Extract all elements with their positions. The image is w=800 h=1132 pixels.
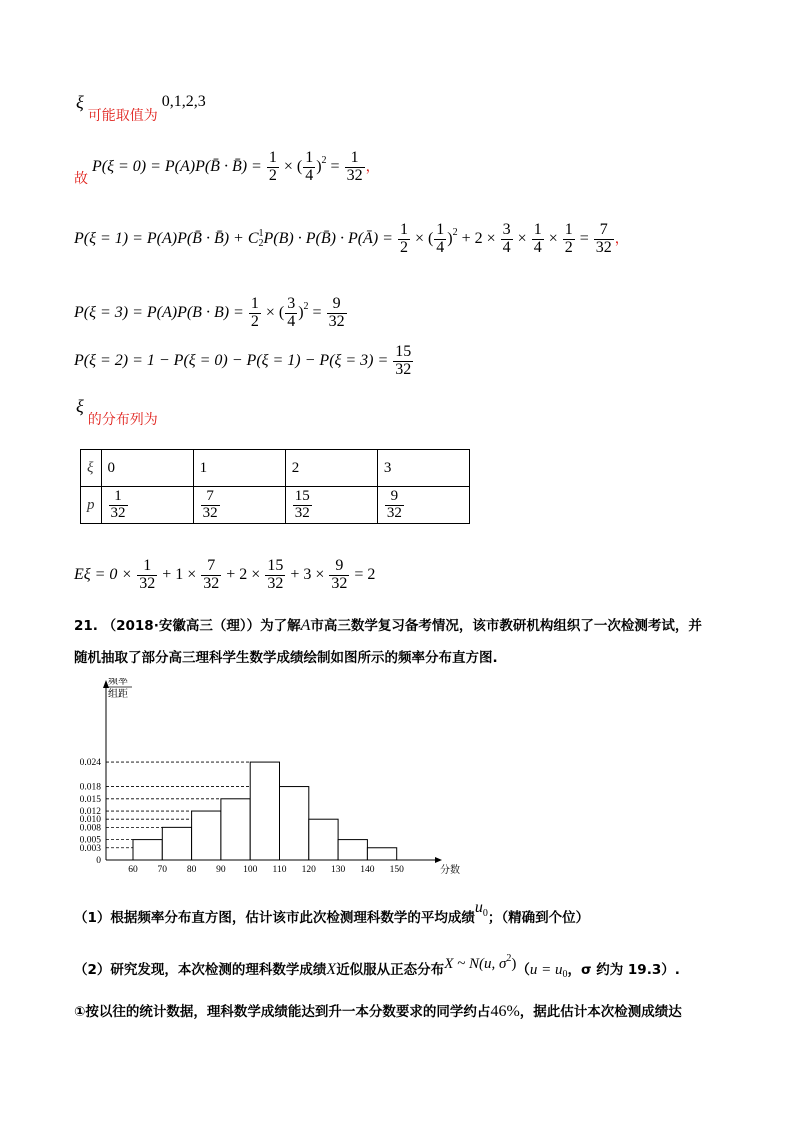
formula-p0: 故 P(ξ = 0) = P(A)P(B̄ · B̄) = $\frac{1}{2}$ × ( $\frac{1}{4}$ )$^2$ = $\frac{1}{32}$ ， <box>74 149 380 187</box>
x-tick-label: 90 <box>216 865 226 875</box>
x-tick-label: 110 <box>272 865 287 875</box>
histogram-bar <box>338 840 367 860</box>
fraction: $\frac{1}{32}$ <box>346 149 363 184</box>
fraction: $\frac{1}{2}$ <box>250 295 259 330</box>
x-tick-label: 60 <box>128 865 138 875</box>
table-cell: p <box>81 487 102 524</box>
y-tick-label: 0.008 <box>79 823 101 834</box>
question-2: （2）研究发现，本次检测的理科数学成绩X近似服从正态分布X ~ N(u, $\sigma^2)(u = u_0$，σ 约为 19.3）. <box>74 953 680 980</box>
problem-line-1: 21. （2018·安徽高三（理））为了解A市高三数学复习备考情况，该市教研机构组织了一次检测考试，并 <box>74 617 702 634</box>
question-2-part-1: ①按以往的统计数据，理科数学成绩能达到升一本分数要求的同学约占46%，据此估计本次检测成绩达 <box>74 1003 682 1020</box>
origin-label: 0 <box>96 856 101 866</box>
formula-p1: P(ξ = 1) = P(A)P(B̄ · B̄) + C 1 2 P(B) · P(B̄) · P(Ā) = $\frac{1}{2}$ × ( $\frac{1}{4}$ )$^2$ + 2 × $\frac{3}{4}$ × $\frac{1}{4}$ × $\frac{1}{2}$ = $\frac{7}{32}$ ， <box>74 221 629 256</box>
table-cell: $\frac{7}{32}$ <box>193 487 285 524</box>
fraction: $\frac{7}{32}$ <box>203 557 220 592</box>
histogram-bar <box>221 799 250 860</box>
histogram-bar <box>133 840 162 860</box>
fraction: $\frac{3}{4}$ <box>287 295 296 330</box>
table-cell: 3 <box>377 450 469 487</box>
y-axis-label: 频率 <box>108 678 128 687</box>
y-tick-label: 0.015 <box>79 794 101 805</box>
x-tick-label: 100 <box>243 865 258 875</box>
values-list: 0,1,2,3 <box>161 93 206 110</box>
x-axis-label: 分数 <box>440 865 460 876</box>
histogram-bar <box>309 819 338 860</box>
histogram-bar <box>162 827 191 860</box>
p0-lhs: P(ξ = 0) = P(A)P(B̄ · B̄) = <box>92 157 266 175</box>
x-axis-arrow <box>435 857 442 863</box>
y-tick-label: 0.024 <box>79 758 101 769</box>
formula-expectation: Eξ = 0 × $\frac{1}{32}$ + 1 × $\frac{7}{32}$ + 2 × $\frac{15}{32}$ + 3 × $\frac{9}{32}$ = 2 <box>74 557 376 592</box>
y-axis-label: 组距 <box>108 689 128 700</box>
fraction: $\frac{15}{32}$ <box>267 557 284 592</box>
y-tick-label: 0.005 <box>79 835 101 846</box>
fraction: $\frac{1}{4}$ <box>533 221 542 256</box>
table-cell: $\frac{1}{32}$ <box>101 487 193 524</box>
histogram-chart <box>70 678 470 878</box>
fraction: $\frac{1}{2}$ <box>564 221 573 256</box>
fraction: $\frac{15}{32}$ <box>395 343 412 378</box>
text-therefore: 故 <box>74 170 88 187</box>
x-tick-label: 140 <box>360 865 375 875</box>
histogram-bar <box>280 787 309 860</box>
x-tick-label: 120 <box>301 865 316 875</box>
fraction: $\frac{1}{32}$ <box>139 557 156 592</box>
formula-p2: P(ξ = 2) = 1 − P(ξ = 0) − P(ξ = 1) − P(ξ = 3) = $\frac{15}{32}$ <box>74 343 412 378</box>
x-tick-label: 70 <box>157 865 168 875</box>
table-cell: $\frac{15}{32}$ <box>285 487 377 524</box>
table-cell: 0 <box>101 450 193 487</box>
x-tick-label: 130 <box>330 865 346 875</box>
x-tick-label: 150 <box>389 865 404 875</box>
fraction: $\frac{1}{4}$ <box>436 221 445 256</box>
xi-symbol: ξ <box>76 92 84 112</box>
y-tick-label: 0.012 <box>79 807 101 818</box>
y-tick-label: 0.010 <box>79 815 101 826</box>
line-distribution-title <box>76 396 158 428</box>
fraction: $\frac{3}{4}$ <box>502 221 511 256</box>
table-cell: 1 <box>193 450 285 487</box>
table-row <box>81 450 470 487</box>
histogram-svg <box>70 678 470 878</box>
fraction: $\frac{7}{32}$ <box>595 221 612 256</box>
text-possible-values: 可能取值为 <box>87 108 158 124</box>
y-tick-label: 0.018 <box>79 782 101 793</box>
text-distribution: 的分布列为 <box>87 412 158 428</box>
table-row <box>81 487 470 524</box>
fraction: $\frac{9}{32}$ <box>328 295 345 330</box>
x-tick-label: 80 <box>186 865 197 875</box>
fraction: $\frac{1}{4}$ <box>305 149 314 184</box>
formula-p3: P(ξ = 3) = P(A)P(B · B) = $\frac{1}{2}$ × ( $\frac{3}{4}$ )$^2$ = $\frac{9}{32}$ <box>74 295 345 330</box>
histogram-bar <box>250 762 279 860</box>
question-1: （1）根据频率分布直方图，估计该市此次检测理科数学的平均成绩$u^0$；（精确到个位） <box>74 899 590 926</box>
fraction: $\frac{1}{2}$ <box>268 149 277 184</box>
table-cell: 2 <box>285 450 377 487</box>
distribution-table <box>80 449 470 524</box>
histogram-bar <box>367 848 396 860</box>
xi-symbol: ξ <box>76 396 84 416</box>
histogram-bar <box>192 811 221 860</box>
table-cell: $\frac{9}{32}$ <box>377 487 469 524</box>
line-xi-values <box>76 92 206 124</box>
table-cell: ξ <box>81 450 102 487</box>
problem-line-2: 随机抽取了部分高三理科学生数学成绩绘制如图所示的频率分布直方图. <box>74 650 498 666</box>
y-tick-label: 0.003 <box>79 843 101 854</box>
fraction: $\frac{1}{2}$ <box>399 221 408 256</box>
fraction: $\frac{9}{32}$ <box>331 557 348 592</box>
